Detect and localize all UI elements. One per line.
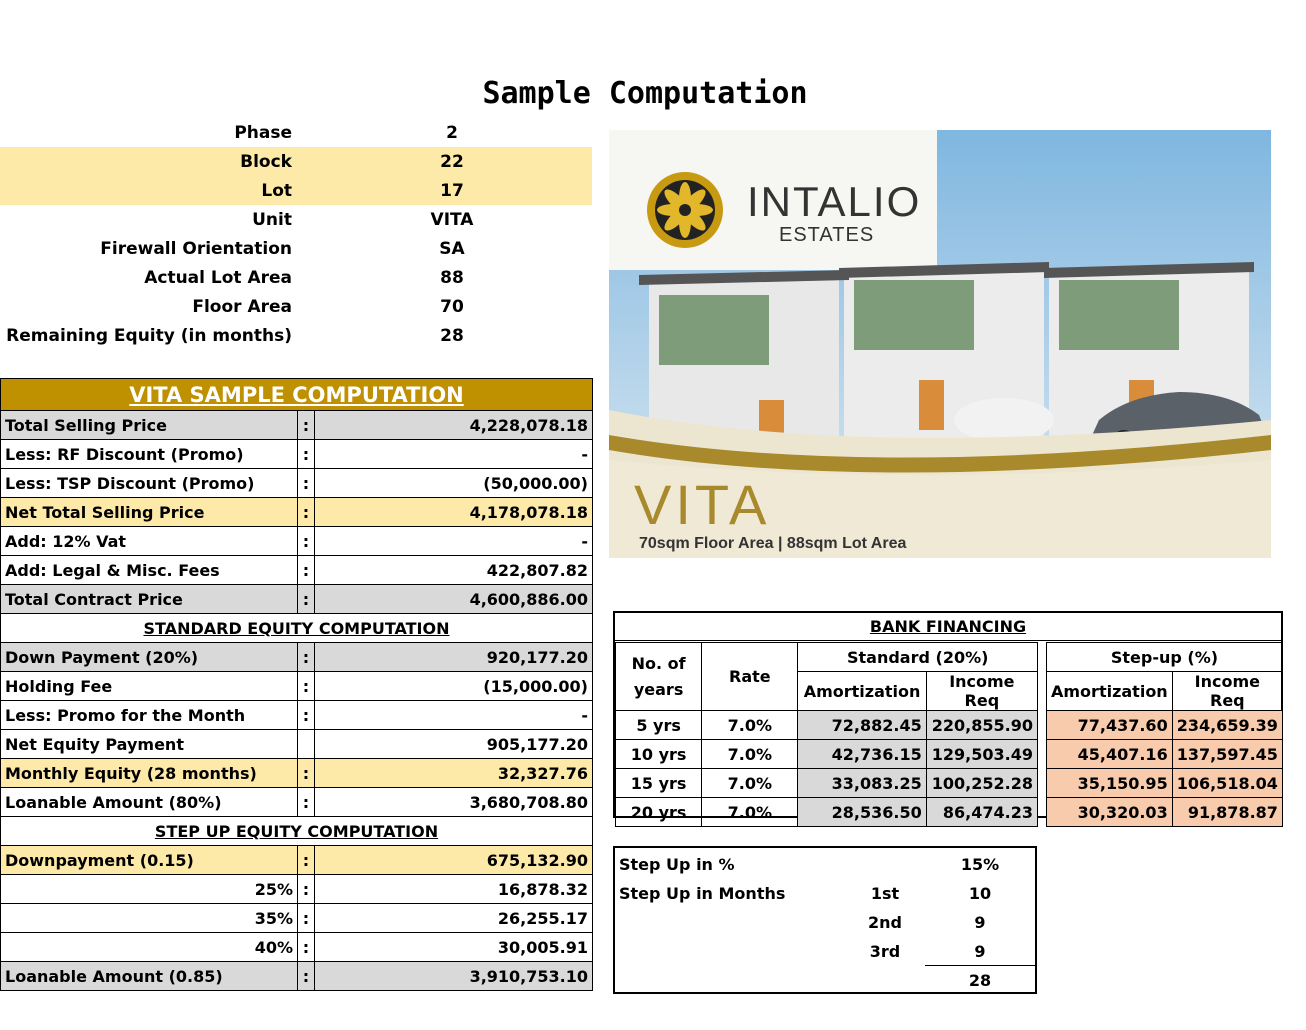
su-income-cell: 91,878.87 — [1172, 798, 1282, 827]
row-value: 4,228,078.18 — [315, 411, 593, 440]
row-colon: : — [298, 846, 315, 875]
info-label: Floor Area — [192, 296, 292, 317]
row-label: Downpayment (0.15) — [1, 846, 298, 875]
table-row — [616, 769, 1038, 798]
table-row — [616, 740, 1038, 769]
table-row — [1, 759, 593, 788]
row-label: Add: 12% Vat — [1, 527, 298, 556]
table-row — [616, 711, 1038, 740]
stage-name: 3rd — [869, 942, 901, 961]
row-colon: : — [298, 962, 315, 991]
row-colon: : — [298, 875, 315, 904]
stage-months: 9 — [974, 913, 986, 932]
bank-stepup-table — [1046, 642, 1283, 827]
row-colon: : — [298, 643, 315, 672]
table-row — [1, 904, 593, 933]
row-value: 3,680,708.80 — [315, 788, 593, 817]
info-label: Remaining Equity (in months) — [6, 325, 292, 346]
col-income-header: Income Req — [926, 672, 1037, 711]
info-row-lot — [0, 176, 592, 205]
row-label: Total Selling Price — [1, 411, 298, 440]
total-months: 28 — [968, 971, 992, 990]
su-income-cell: 137,597.45 — [1172, 740, 1282, 769]
row-value: 4,600,886.00 — [315, 585, 593, 614]
step-up-pct-row — [615, 850, 1035, 879]
row-label: Total Contract Price — [1, 585, 298, 614]
row-value: 30,005.91 — [315, 933, 593, 962]
col-amortization-header: Amortization — [798, 672, 926, 711]
promo-image — [609, 130, 1271, 558]
stepup-equity-header: STEP UP EQUITY COMPUTATION — [1, 817, 593, 846]
std-income-cell: 86,474.23 — [926, 798, 1037, 827]
table-row — [1, 962, 593, 991]
info-row-lot-area — [0, 263, 592, 292]
table-row — [1047, 798, 1283, 827]
row-colon — [298, 730, 315, 759]
std-amort-cell: 72,882.45 — [798, 711, 926, 740]
row-value: 16,878.32 — [315, 875, 593, 904]
model-name: VITA — [634, 473, 771, 536]
years-cell: 5 yrs — [616, 711, 702, 740]
row-label: Down Payment (20%) — [1, 643, 298, 672]
row-label: Holding Fee — [1, 672, 298, 701]
step-up-pct-value: 15% — [960, 855, 1000, 874]
info-label: Lot — [261, 180, 292, 201]
row-value: - — [315, 527, 593, 556]
rate-cell: 7.0% — [702, 798, 798, 827]
stage-row — [615, 908, 1035, 937]
row-label: Loanable Amount (80%) — [1, 788, 298, 817]
promo-caption: 70sqm Floor Area | 88sqm Lot Area — [639, 535, 907, 552]
row-label: 40% — [1, 933, 298, 962]
row-label: Less: RF Discount (Promo) — [1, 440, 298, 469]
row-value: (50,000.00) — [315, 469, 593, 498]
row-value: - — [315, 701, 593, 730]
stepup-group-header: Step-up (%) — [1047, 643, 1283, 672]
info-value: SA — [439, 238, 465, 259]
vita-computation-table — [0, 378, 593, 991]
info-row-floor-area — [0, 292, 592, 321]
table-row — [1, 788, 593, 817]
std-amort-cell: 28,536.50 — [798, 798, 926, 827]
table-row — [1, 730, 593, 759]
bank-financing-header: BANK FINANCING — [615, 613, 1281, 641]
table-row — [1, 846, 593, 875]
row-colon: : — [298, 556, 315, 585]
info-value: 28 — [440, 325, 464, 346]
row-value: 3,910,753.10 — [315, 962, 593, 991]
row-colon: : — [298, 469, 315, 498]
step-up-pct-label: Step Up in % — [619, 855, 735, 874]
stage-months: 9 — [974, 942, 986, 961]
info-value: 17 — [440, 180, 464, 201]
su-amort-cell: 45,407.16 — [1047, 740, 1173, 769]
rate-cell: 7.0% — [702, 711, 798, 740]
col-income-header: Income Req — [1172, 672, 1282, 711]
std-income-cell: 220,855.90 — [926, 711, 1037, 740]
step-up-months-row — [615, 879, 1035, 908]
col-years-header: No. of years — [616, 643, 702, 711]
su-amort-cell: 77,437.60 — [1047, 711, 1173, 740]
row-colon: : — [298, 527, 315, 556]
info-row-unit — [0, 205, 592, 234]
info-value: 70 — [440, 296, 464, 317]
row-colon: : — [298, 759, 315, 788]
row-value: (15,000.00) — [315, 672, 593, 701]
stage-name: 2nd — [868, 913, 902, 932]
table-row — [1, 411, 593, 440]
table-row — [1, 643, 593, 672]
brand-name: INTALIO — [747, 178, 922, 225]
info-value: 2 — [446, 122, 458, 143]
table-row — [616, 798, 1038, 827]
row-value: - — [315, 440, 593, 469]
table-row — [1047, 740, 1283, 769]
info-row-firewall — [0, 234, 592, 263]
row-label: Less: TSP Discount (Promo) — [1, 469, 298, 498]
row-value: 920,177.20 — [315, 643, 593, 672]
info-label: Firewall Orientation — [100, 238, 292, 259]
su-amort-cell: 35,150.95 — [1047, 769, 1173, 798]
col-rate-header: Rate — [702, 643, 798, 711]
table-row — [1, 875, 593, 904]
rate-cell: 7.0% — [702, 769, 798, 798]
table-row — [1, 585, 593, 614]
step-up-box — [613, 846, 1037, 994]
stage-months: 10 — [968, 884, 992, 903]
row-value: 675,132.90 — [315, 846, 593, 875]
table-row — [1, 469, 593, 498]
row-label: 25% — [1, 875, 298, 904]
row-value: 26,255.17 — [315, 904, 593, 933]
table-row — [1, 527, 593, 556]
row-value: 422,807.82 — [315, 556, 593, 585]
std-income-cell: 129,503.49 — [926, 740, 1037, 769]
info-value: VITA — [430, 209, 474, 230]
col-amortization-header: Amortization — [1047, 672, 1173, 711]
years-cell: 10 yrs — [616, 740, 702, 769]
info-value: 88 — [440, 267, 464, 288]
row-value: 32,327.76 — [315, 759, 593, 788]
row-colon: : — [298, 672, 315, 701]
std-income-cell: 100,252.28 — [926, 769, 1037, 798]
row-label: Net Equity Payment — [1, 730, 298, 759]
table-row — [1, 701, 593, 730]
row-label: Loanable Amount (0.85) — [1, 962, 298, 991]
row-value: 4,178,078.18 — [315, 498, 593, 527]
row-colon: : — [298, 498, 315, 527]
table-row — [1, 498, 593, 527]
years-cell: 20 yrs — [616, 798, 702, 827]
row-label: Monthly Equity (28 months) — [1, 759, 298, 788]
row-label: 35% — [1, 904, 298, 933]
table-row — [1, 440, 593, 469]
row-value: 905,177.20 — [315, 730, 593, 759]
table-row — [1, 556, 593, 585]
bank-standard-table — [615, 642, 1038, 827]
row-colon: : — [298, 585, 315, 614]
row-colon: : — [298, 440, 315, 469]
info-label: Block — [240, 151, 292, 172]
total-row — [615, 966, 1035, 995]
info-label: Phase — [234, 122, 292, 143]
step-up-months-label: Step Up in Months — [619, 884, 786, 903]
su-amort-cell: 30,320.03 — [1047, 798, 1173, 827]
row-colon: : — [298, 904, 315, 933]
info-row-phase — [0, 118, 592, 147]
vita-header: VITA SAMPLE COMPUTATION — [1, 379, 593, 411]
years-cell: 15 yrs — [616, 769, 702, 798]
info-label: Unit — [252, 209, 292, 230]
row-label: Net Total Selling Price — [1, 498, 298, 527]
table-row — [1047, 711, 1283, 740]
standard-group-header: Standard (20%) — [798, 643, 1038, 672]
std-amort-cell: 42,736.15 — [798, 740, 926, 769]
stage-row — [615, 937, 1035, 966]
info-value: 22 — [440, 151, 464, 172]
brand-subtitle: ESTATES — [779, 224, 875, 246]
std-amort-cell: 33,083.25 — [798, 769, 926, 798]
table-row — [1, 672, 593, 701]
row-colon: : — [298, 411, 315, 440]
page-title: Sample Computation — [482, 76, 808, 111]
info-label: Actual Lot Area — [144, 267, 292, 288]
rate-cell: 7.0% — [702, 740, 798, 769]
standard-equity-header: STANDARD EQUITY COMPUTATION — [1, 614, 593, 643]
row-label: Less: Promo for the Month — [1, 701, 298, 730]
stage-name: 1st — [870, 884, 900, 903]
row-colon: : — [298, 701, 315, 730]
table-row — [1047, 769, 1283, 798]
row-colon: : — [298, 788, 315, 817]
su-income-cell: 106,518.04 — [1172, 769, 1282, 798]
su-income-cell: 234,659.39 — [1172, 711, 1282, 740]
row-label: Add: Legal & Misc. Fees — [1, 556, 298, 585]
info-row-remaining-equity — [0, 321, 592, 350]
table-row — [1, 933, 593, 962]
info-row-block — [0, 147, 592, 176]
row-colon: : — [298, 933, 315, 962]
